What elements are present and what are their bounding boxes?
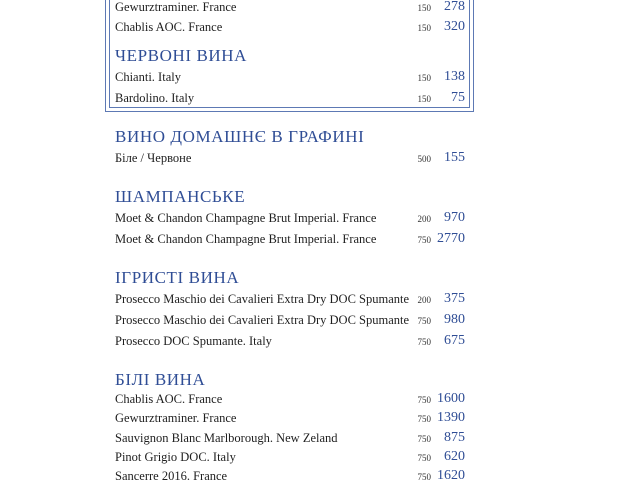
wine-price: 1600 — [437, 391, 465, 406]
wine-price: 138 — [444, 69, 465, 84]
wine-name: Bardolino. Italy — [115, 91, 195, 105]
wine-price: 155 — [444, 150, 465, 165]
wine-price: 875 — [444, 430, 465, 445]
menu-item-row — [115, 0, 465, 16]
menu-item-row — [115, 209, 465, 227]
wine-name: Pinot Grigio DOC. Italy — [115, 450, 236, 464]
wine-name: Prosecco Maschio dei Cavalieri Extra Dry DOC Spumante — [115, 292, 410, 306]
wine-price: 75 — [451, 90, 465, 105]
menu-item-row — [115, 230, 465, 248]
wine-price: 1620 — [437, 468, 465, 483]
menu-item-row — [115, 149, 465, 167]
wine-price: 2770 — [437, 231, 465, 246]
wine-price: 980 — [444, 312, 465, 327]
wine-volume: 750 — [417, 235, 431, 245]
menu-item-row — [115, 390, 465, 408]
wine-name: Gewurztraminer. France — [115, 0, 237, 14]
menu-item-row — [115, 429, 465, 447]
menu-item-row — [115, 89, 465, 107]
section-title-house-wine: ВИНО ДОМАШНЄ В ГРАФИНІ — [115, 127, 365, 146]
menu-item-row — [115, 290, 465, 308]
section-title-sparkling-wines: ІГРИСТІ ВИНА — [115, 268, 240, 287]
wine-name: Moet & Chandon Champagne Brut Imperial. France — [115, 232, 377, 246]
wine-volume: 750 — [417, 395, 431, 405]
wine-name: Sauvignon Blanc Marlborough. New Zeland — [115, 431, 338, 445]
wine-price: 970 — [444, 210, 465, 225]
wine-name: Біле / Червоне — [115, 151, 192, 165]
wine-price: 1390 — [437, 410, 465, 425]
wine-name: Gewurztraminer. France — [115, 411, 237, 425]
menu-item-row — [115, 332, 465, 350]
wine-price: 278 — [444, 0, 465, 14]
wine-volume: 750 — [417, 414, 431, 424]
wine-name: Chablis AOC. France — [115, 392, 223, 406]
wine-name: Chablis AOC. France — [115, 20, 223, 34]
wine-volume: 500 — [417, 154, 431, 164]
menu-item-row — [115, 311, 465, 329]
menu-item-row — [115, 18, 465, 36]
wine-price: 675 — [444, 333, 465, 348]
section-title-white-wines: БІЛІ ВИНА — [115, 370, 206, 389]
wine-volume: 200 — [417, 214, 431, 224]
wine-price: 620 — [444, 449, 465, 464]
section-title-red-wines: ЧЕРВОНІ ВИНА — [115, 46, 248, 65]
menu-item-row — [115, 68, 465, 86]
wine-volume: 150 — [417, 73, 431, 83]
wine-name: Prosecco Maschio dei Cavalieri Extra Dry DOC Spumante — [115, 313, 410, 327]
menu-item-row — [115, 467, 465, 485]
menu-item-row — [115, 448, 465, 466]
wine-volume: 750 — [417, 472, 431, 482]
wine-volume: 750 — [417, 434, 431, 444]
wine-price: 320 — [444, 19, 465, 34]
wine-volume: 750 — [417, 316, 431, 326]
wine-volume: 150 — [417, 23, 431, 33]
wine-volume: 200 — [417, 295, 431, 305]
wine-name: Moet & Chandon Champagne Brut Imperial. France — [115, 211, 377, 225]
wine-volume: 150 — [417, 94, 431, 104]
wine-price: 375 — [444, 291, 465, 306]
wine-volume: 150 — [417, 3, 431, 13]
wine-volume: 750 — [417, 453, 431, 463]
wine-name: Chianti. Italy — [115, 70, 181, 84]
wine-name: Prosecco DOC Spumante. Italy — [115, 334, 272, 348]
section-title-champagne: ШАМПАНСЬКЕ — [115, 187, 246, 206]
wine-name: Sancerre 2016. France — [115, 469, 228, 483]
wine-volume: 750 — [417, 337, 431, 347]
menu-item-row — [115, 409, 465, 427]
